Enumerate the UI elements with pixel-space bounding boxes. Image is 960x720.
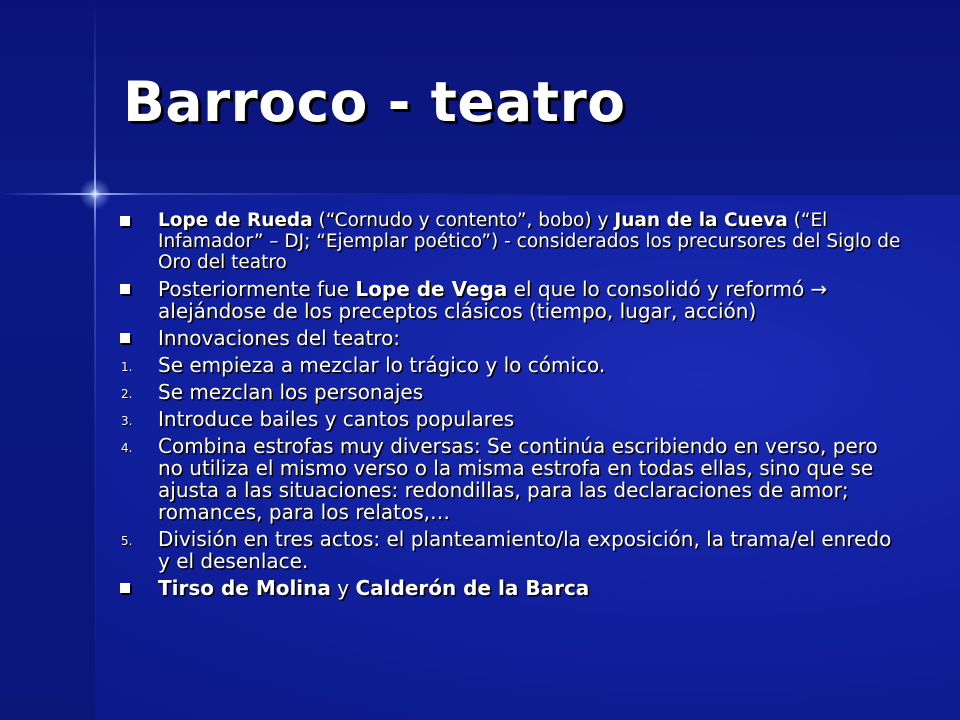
item-text-bold: Lope de Rueda (158, 210, 313, 231)
item-text: el que lo consolidó y reformó → alejándose de los preceptos clásicos (tiempo, lugar, acción) (158, 277, 828, 323)
list-item-bullet-4 (118, 577, 908, 599)
list-number: 1. (121, 360, 133, 374)
sparkle-star-icon (79, 178, 111, 210)
item-text-bold: Tirso de Molina (158, 576, 331, 600)
sparkle-horizontal-line (0, 193, 960, 195)
list-number: 4. (121, 441, 133, 455)
item-text: Innovaciones del teatro: (158, 326, 401, 350)
list-item-bullet-3 (118, 327, 908, 349)
background-left (0, 195, 95, 720)
square-bullet-icon (120, 284, 130, 294)
slide-title: Barroco - teatro (123, 70, 626, 134)
item-text-bold: Lope de Vega (355, 277, 508, 301)
item-text: (“El Infamador” – DJ; “Ejemplar poético”) - considerados los precursores del Siglo de Oro del teatro (158, 210, 901, 273)
item-text: Se mezclan los personajes (158, 380, 424, 404)
list-item-bullet-1 (118, 210, 908, 273)
item-text: (“Cornudo y contento”, bobo) y (312, 210, 615, 231)
item-text-bold: Juan de la Cueva (614, 210, 788, 231)
square-bullet-icon (120, 583, 130, 593)
square-bullet-icon (120, 216, 130, 226)
list-number: 3. (121, 414, 133, 428)
list-item-numbered-2 (118, 381, 908, 403)
item-text: División en tres actos: el planteamiento/la exposición, la trama/el enredo y el desenlace. (158, 527, 892, 573)
item-text: Introduce bailes y cantos populares (158, 407, 515, 431)
list-number: 5. (121, 534, 133, 548)
list-item-numbered-4 (118, 435, 908, 523)
content-list (118, 210, 908, 604)
list-item-numbered-1 (118, 354, 908, 376)
list-item-bullet-2 (118, 278, 908, 322)
item-text-bold: Calderón de la Barca (355, 576, 590, 600)
list-number: 2. (121, 387, 133, 401)
list-item-numbered-3 (118, 408, 908, 430)
item-text: y (330, 576, 356, 600)
sparkle-vertical-line (94, 0, 96, 720)
item-text: Combina estrofas muy diversas: Se continúa escribiendo en verso, pero no utiliza el mismo verso o la misma estrofa en todas ellas, sino que se ajusta a las situaciones: redondillas, para las declaraciones de amor; romances, para los relatos,… (158, 434, 878, 524)
item-text: Posteriormente fue (158, 277, 356, 301)
square-bullet-icon (120, 333, 130, 343)
item-text: Se empieza a mezclar lo trágico y lo cómico. (158, 353, 606, 377)
list-item-numbered-5 (118, 528, 908, 572)
